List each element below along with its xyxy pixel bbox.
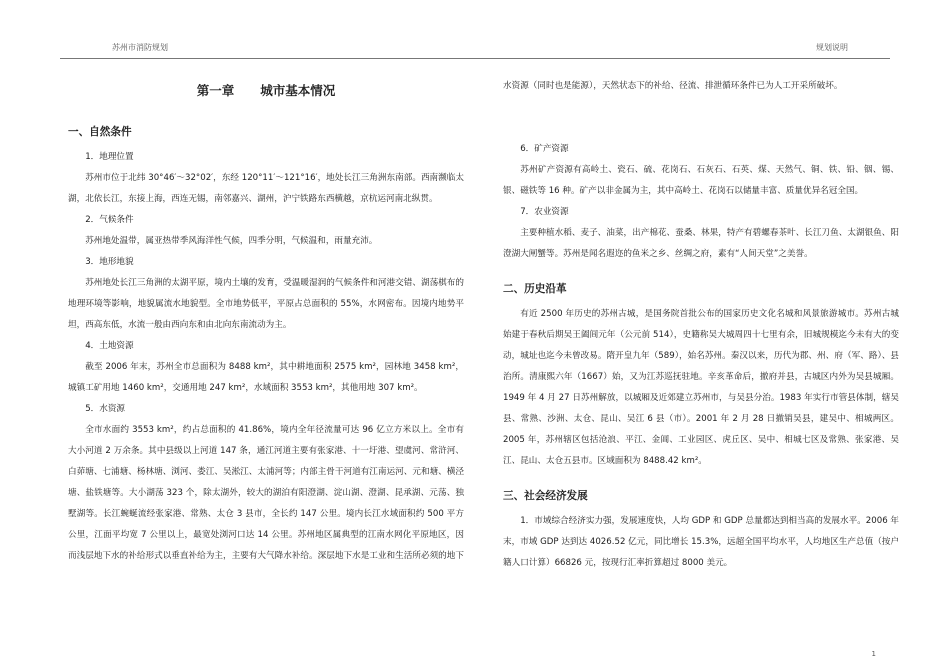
paragraph-water-tail: 水资源（同时也是能源），天然状态下的补给、径流、排泄循环条件已为人工开采所破坏。 [503, 81, 843, 91]
paragraph-history: 有近 2500 年历史的苏州古城，是国务院首批公布的国家历史文化名城和风景旅游城市。苏州古城始建于春秋后期吴王阖闾元年（公元前 514），史籍称吴大城周四十七里有余，旧城规模迄今未有大的变动，城址也迄今未曾改易。隋开皇九年（589），始名苏州。秦汉以来，历代为郡、州、府（军、路）、县治所。清康熙六年（1667）始，又为江苏巡抚驻地。辛亥革命后，撤府并县，古城区内外为吴县城厢。1949 年 4 月 27 日苏州解放，以城厢及近郊建立苏州市，与吴县分治。1983 年实行市管县体制，辖吴县、常熟、沙洲、太仓、昆山、吴江 6 县（市）。2001 年 2 月 28 日撤销吴县，建吴中、相城两区。2005 年，苏州辖区包括沧浪、平江、金阊、工业园区、虎丘区、吴中、相城七区及常熟、张家港、吴江、昆山、太仓五县市。区域面积为 8488.42 km²。 [503, 309, 899, 466]
section-heading-natural: 一、自然条件 [68, 126, 132, 138]
paragraph-water-continued [503, 76, 899, 139]
left-column [68, 76, 464, 567]
subsection-heading-land: 4．土地资源 [85, 341, 134, 351]
page-number: 1 [871, 650, 876, 658]
subsection-heading-terrain: 3．地形地貌 [85, 257, 134, 267]
right-column [503, 76, 899, 574]
paragraph-climate: 苏州地处温带，属亚热带季风海洋性气候，四季分明，气候温和，雨量充沛。 [85, 236, 378, 246]
chapter-number: 第一章 [196, 83, 235, 98]
subsection-heading-location: 1．地理位置 [85, 152, 134, 162]
section-heading-economy: 三、社会经济发展 [503, 490, 588, 502]
chapter-heading [68, 80, 464, 102]
paragraph-terrain: 苏州地处长江三角洲的太湖平原，境内土壤的发育，受温暖湿润的气候条件和河港交错、湖荡棋布的地理环境等影响，地貌属流水地貌型。全市地势低平，平原占总面积的 55%，水网密布。因境内地势平坦，西高东低，水流一般由西向东和由北向东南流动为主。 [68, 278, 464, 330]
subsection-heading-water: 5．水资源 [85, 404, 126, 414]
subsection-heading-climate: 2．气候条件 [85, 215, 134, 225]
paragraph-economy: 1．市域综合经济实力强，发展速度快，人均 GDP 和 GDP 总量都达到相当高的发展水平。2006 年末，市域 GDP 达到达 4026.52 亿元，同比增长 15.3%，远超全国平均水平，人均地区生产总值（按户籍人口计算）66826 元，按现行汇率折算超过 8000 美元。 [503, 516, 899, 568]
header-right-title: 规划说明 [816, 43, 848, 52]
paragraph-minerals: 苏州矿产资源有高岭土、瓷石、硫、花岗石、石灰石、石英、煤、天然气、铜、铁、铅、铟、锡、银、磁铁等 16 种。矿产以非金属为主，其中高岭土、花岗石以储量丰富、质量优异名冠全国。 [503, 165, 899, 196]
header-left-title: 苏州市消防规划 [112, 43, 168, 52]
page-header [0, 0, 950, 62]
paragraph-agriculture: 主要种植水稻、麦子、油菜，出产棉花、蚕桑、林果，特产有碧螺春茶叶、长江刀鱼、太湖银鱼、阳澄湖大闸蟹等。苏州是闻名遐迩的鱼米之乡、丝绸之府，素有“人间天堂”之美誉。 [503, 228, 899, 259]
header-rule [60, 58, 890, 59]
chapter-title: 城市基本情况 [260, 83, 336, 98]
subsection-heading-agriculture: 7．农业资源 [520, 207, 569, 217]
section-heading-history: 二、历史沿革 [503, 283, 567, 295]
paragraph-location: 苏州市位于北纬 30°46′～32°02′，东经 120°11′～121°16′，地处长江三角洲东南部。西南濒临太湖，北依长江，东接上海，西连无锡，南邻嘉兴、湖州，沪宁铁路东西横越，京杭运河南北纵贯。 [68, 173, 464, 204]
paragraph-water: 全市水面约 3553 km²，约占总面积的 41.86%，境内全年径流量可达 96 亿立方米以上。全市有大小河道 2 万余条。其中县级以上河道 147 条，通江河道主要有张家港、十一圩港、望虞河、常浒河、白茆塘、七浦塘、杨林塘、浏河、娄江、吴淞江、太浦河等；内部主骨干河道有江南运河、元和塘、横泾塘、盐铁塘等。大小湖荡 323 个，除太湖外，较大的湖泊有阳澄湖、淀山湖、澄湖、昆承湖、元荡、独墅湖等。长江蜿蜒流经张家港、常熟、太仓 3 县市，全长约 147 公里。境内长江水域面积约 500 平方公里，江面平均宽 7 公里以上，最宽处浏河口达 14 公里。苏州地区属典型的江南水网化平原地区，因而浅层地下水的补给形式以垂直补给为主，主要有大气降水补给。深层地下水是工业和生活所必须的地下 [68, 425, 464, 561]
subsection-heading-minerals: 6．矿产资源 [520, 144, 569, 154]
paragraph-land: 截至 2006 年末，苏州全市总面积为 8488 km²，其中耕地面积 2575 km²，园林地 3458 km²，城镇工矿用地 1460 km²，交通用地 247 km²，水域面积 3553 km²，其他用地 307 km²。 [68, 362, 464, 393]
